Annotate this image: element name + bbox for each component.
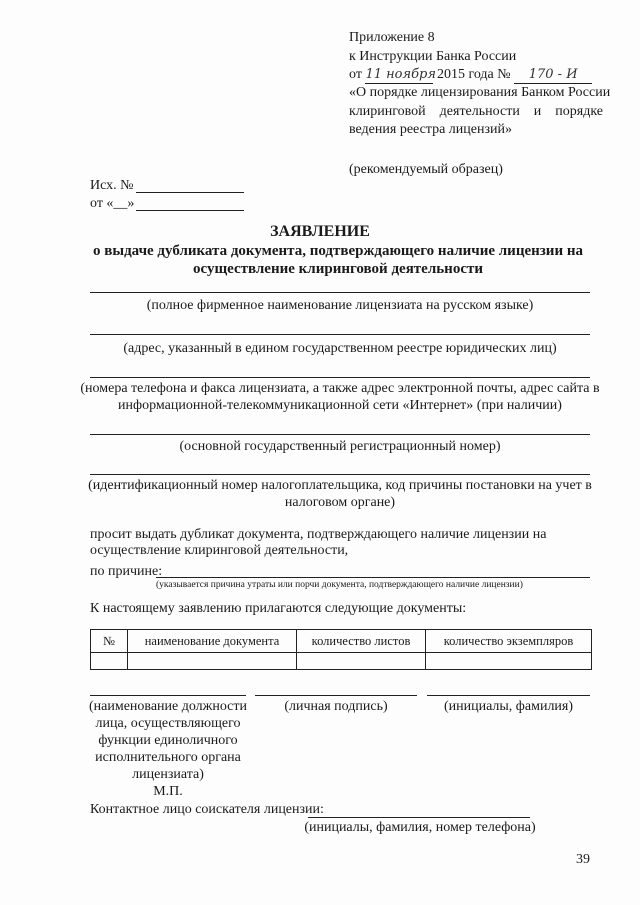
handwritten-date: 11 ноября [365,67,436,82]
col-doc-name: наименование документа [128,630,297,653]
position-caption-3: функции единоличного [98,733,238,748]
position-line [90,695,246,696]
position-caption-1: (наименование должности [88,699,248,714]
appendix-line-3 [349,67,592,84]
contact-line [308,817,530,818]
seal-mark: М.П. [153,784,183,799]
table-cell [297,653,426,670]
sample-note: (рекомендуемый образец) [349,162,503,177]
reason-caption: (указывается причина утраты или порчи документа, подтверждающего наличие лицензии) [156,580,523,590]
table-row [91,653,592,670]
appendix-line-6: ведения реестра лицензий» [349,122,513,137]
initials-line [427,695,590,696]
page-number: 39 [576,852,590,867]
contacts-caption-1: (номера телефона и факса лицензиата, а также адрес электронной почты, адрес сайта в [80,381,600,396]
appendix-line-5: клиринговой деятельности и порядке [349,104,604,119]
outgoing-ref-label: Исх. № [90,178,134,193]
col-sheets: количество листов [297,630,426,653]
ogrn-line [90,434,590,435]
document-title: ЗАЯВЛЕНИЕ [270,223,370,240]
col-copies: количество экземпляров [426,630,592,653]
appendix-line-1: Приложение 8 [349,30,435,45]
handwritten-number: 170 - И [514,67,592,84]
request-line-2: осуществление клиринговой деятельности, [90,543,349,558]
reason-label: по причине: [90,564,163,579]
appendix-line-4: «О порядке лицензирования Банком России [349,85,611,100]
request-line-1: просит выдать дубликат документа, подтверждающего наличие лицензии на [90,527,547,542]
inn-caption-2: налоговом органе) [284,495,396,510]
inn-caption-1: (идентификационный номер налогоплательщика, код причины постановки на учет в [88,478,592,493]
document-subtitle-1: о выдаче дубликата документа, подтверждающего наличие лицензии на [93,243,583,259]
signature-caption: (личная подпись) [284,699,388,714]
initials-caption: (инициалы, фамилия) [443,699,574,714]
table-cell [426,653,592,670]
contacts-caption-2: информационной-телекоммуникационной сети «Интернет» (при наличии) [118,398,562,413]
position-caption-5: лицензиата) [132,767,204,782]
attachments-intro: К настоящему заявлению прилагаются следующие документы: [90,601,467,616]
name-line [90,292,590,293]
contacts-line [90,377,590,378]
document-subtitle-2: осуществление клиринговой деятельности [193,261,483,277]
contact-label: Контактное лицо соискателя лицензии: [90,802,324,817]
table-cell [91,653,128,670]
appendix-line-2: к Инструкции Банка России [349,49,517,64]
position-caption-2: лица, осуществляющего [95,716,241,731]
col-number: № [91,630,128,653]
position-caption-4: исполнительного органа [95,750,241,765]
appendix-from-label: от [349,67,362,82]
contact-caption: (инициалы, фамилия, номер телефона) [304,820,536,835]
outgoing-date-line [136,210,244,211]
attachments-table [90,629,592,670]
inn-line [90,474,590,475]
name-caption: (полное фирменное наименование лицензиата на русском языке) [146,298,534,313]
address-line [90,334,590,335]
outgoing-date-label: от «__» [90,196,135,211]
signature-line [255,695,417,696]
reason-line [156,577,590,578]
table-header-row [91,630,592,653]
ogrn-caption: (основной государственный регистрационный номер) [179,439,501,454]
appendix-year: 2015 года № [436,67,511,82]
outgoing-ref-line [136,192,244,193]
table-cell [128,653,297,670]
address-caption: (адрес, указанный в едином государственном реестре юридических лиц) [123,341,557,356]
